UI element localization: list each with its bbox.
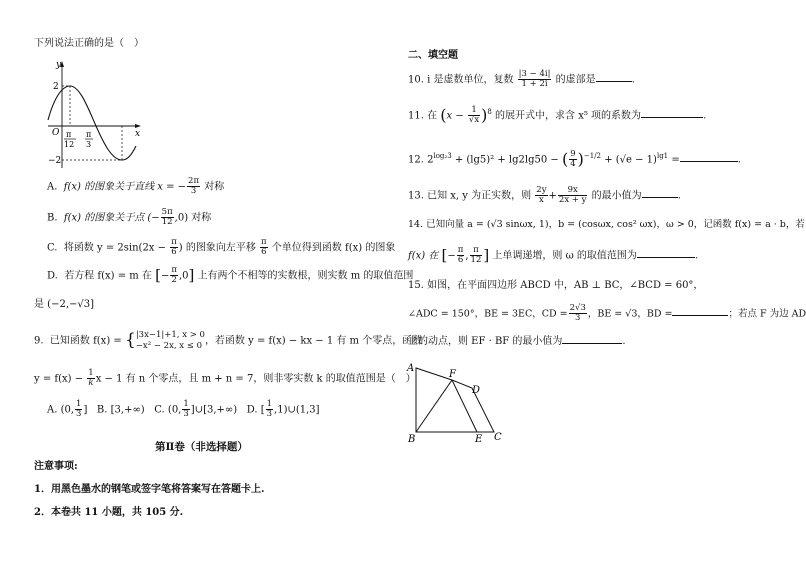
- q15-line3: 上的动点，则 EF · BF 的最小值为 .: [408, 336, 626, 347]
- x-tick1-num: π: [66, 130, 72, 139]
- notice-item-2: 2．本卷共 11 小题，共 105 分.: [34, 507, 184, 518]
- q8-option-a: A. f(x) 的图象关于直线 x = − $\frac{2\pi}{3}$ 对称: [47, 176, 225, 197]
- notice-item-1: 1．用黑色墨水的钢笔或签字笔将答案写在答题卡上.: [34, 484, 265, 495]
- origin-label: O: [52, 128, 60, 138]
- q15-line1: 15. 如图，在平面四边形 ABCD 中，AB ⊥ BC，∠BCD = 60°，: [408, 280, 704, 291]
- q8-option-d-tail: 是 (−2,−√3]: [34, 299, 95, 310]
- y-axis-label: y: [56, 60, 62, 70]
- q8-sine-graph: [44, 58, 144, 170]
- q9-options: A. (0, $\frac{1}{3}$ ] B. [3,+∞) C. (0, $\frac{1}{3}$ ]∪[3,+∞) D. [ $\frac{1}{3}$ ,1)∪(1,3]: [47, 399, 320, 420]
- q8-stem: 下列说法正确的是（ ）: [34, 38, 144, 49]
- q14-line1: 14. 已知向量 a = (√3 sinωx, 1)，b = (cosωx, cos² ωx)，ω > 0，记函数 f(x) = a · b，若: [408, 219, 805, 230]
- q9-line2: y = f(x) − $\frac{1}{k}$ x − 1 有 n 个零点，且 m + n = 7，则非零实数 k 的取值范围是（ ）: [34, 368, 416, 389]
- y-max-label: 2: [53, 82, 59, 92]
- q9-line1: 9. 已知函数 f(x) = { |3x−1|+1, x > 0 −x² − 2x, x ≤ 0 ，若函数 y = f(x) − kx − 1 有 m 个零点，函数: [34, 330, 423, 352]
- x-tick1-den: 12: [64, 140, 75, 149]
- y-min-label: −2: [48, 156, 62, 166]
- x-axis-label: x: [135, 129, 141, 139]
- notice-heading: 注意事项:: [34, 461, 78, 472]
- x-tick2-den: 3: [86, 140, 92, 149]
- q14-line2: f(x) 在 [− $\frac{\pi}{6}$ , $\frac{\pi}{12}$ ] 上单调递增，则 ω 的取值范围为 .: [408, 245, 699, 266]
- q11: 11. 在 (x − $\frac{1}{√x}$ )$^8$ 的展开式中，求含 x⁵ 项的系数为 .: [408, 105, 707, 126]
- point-b-label: B: [408, 434, 416, 445]
- point-a-label: A: [407, 363, 415, 374]
- point-f-label: F: [449, 369, 456, 380]
- q10: 10. i 是虚数单位，复数 $\frac{|3 - 4i|}{1 + 2i}$ 的虚部是 .: [408, 69, 635, 90]
- q8-option-b: B. f(x) 的图象关于点 (− $\frac{5\pi}{12}$ ,0) 对称: [47, 207, 212, 228]
- q15-line2: ∠ADC = 150°，BE = 3EC，CD = $\frac{2√3}{3}$ ，BE = √3，BD = ；若点 F 为边 AD: [408, 303, 806, 324]
- part2-title: 第Ⅱ卷（非选择题）: [155, 441, 248, 453]
- x-tick2-num: π: [86, 130, 92, 139]
- q13: 13. 已知 x, y 为正实数，则 $\frac{2y}{x}$ + $\frac{9x}{2x + y}$ 的最小值为 .: [408, 185, 681, 206]
- point-d-label: D: [472, 385, 481, 396]
- point-c-label: C: [494, 432, 502, 443]
- point-e-label: E: [475, 434, 483, 445]
- q15-quadrilateral-figure: [404, 360, 514, 446]
- q8-option-d: D. 若方程 f(x) = m 在 [− $\frac{\pi}{2}$ ,0] 上有两个不相等的实数根，则实数 m 的取值范围: [47, 265, 414, 286]
- q8-option-c: C. 将函数 y = 2sin(2x − $\frac{\pi}{6}$ ) 的图象向左平移 $\frac{\pi}{6}$ 个单位得到函数 f(x) 的图象: [47, 237, 396, 258]
- q12: 12. $2^{log_23} + (\lg 5)^2 + \lg 2\lg 50$ − ( $\frac{9}{4}$ )$^{-1/2} + (√e - 1)^{lg1}$ = .: [408, 149, 741, 170]
- section-fill-in: 二、填空题: [408, 50, 458, 61]
